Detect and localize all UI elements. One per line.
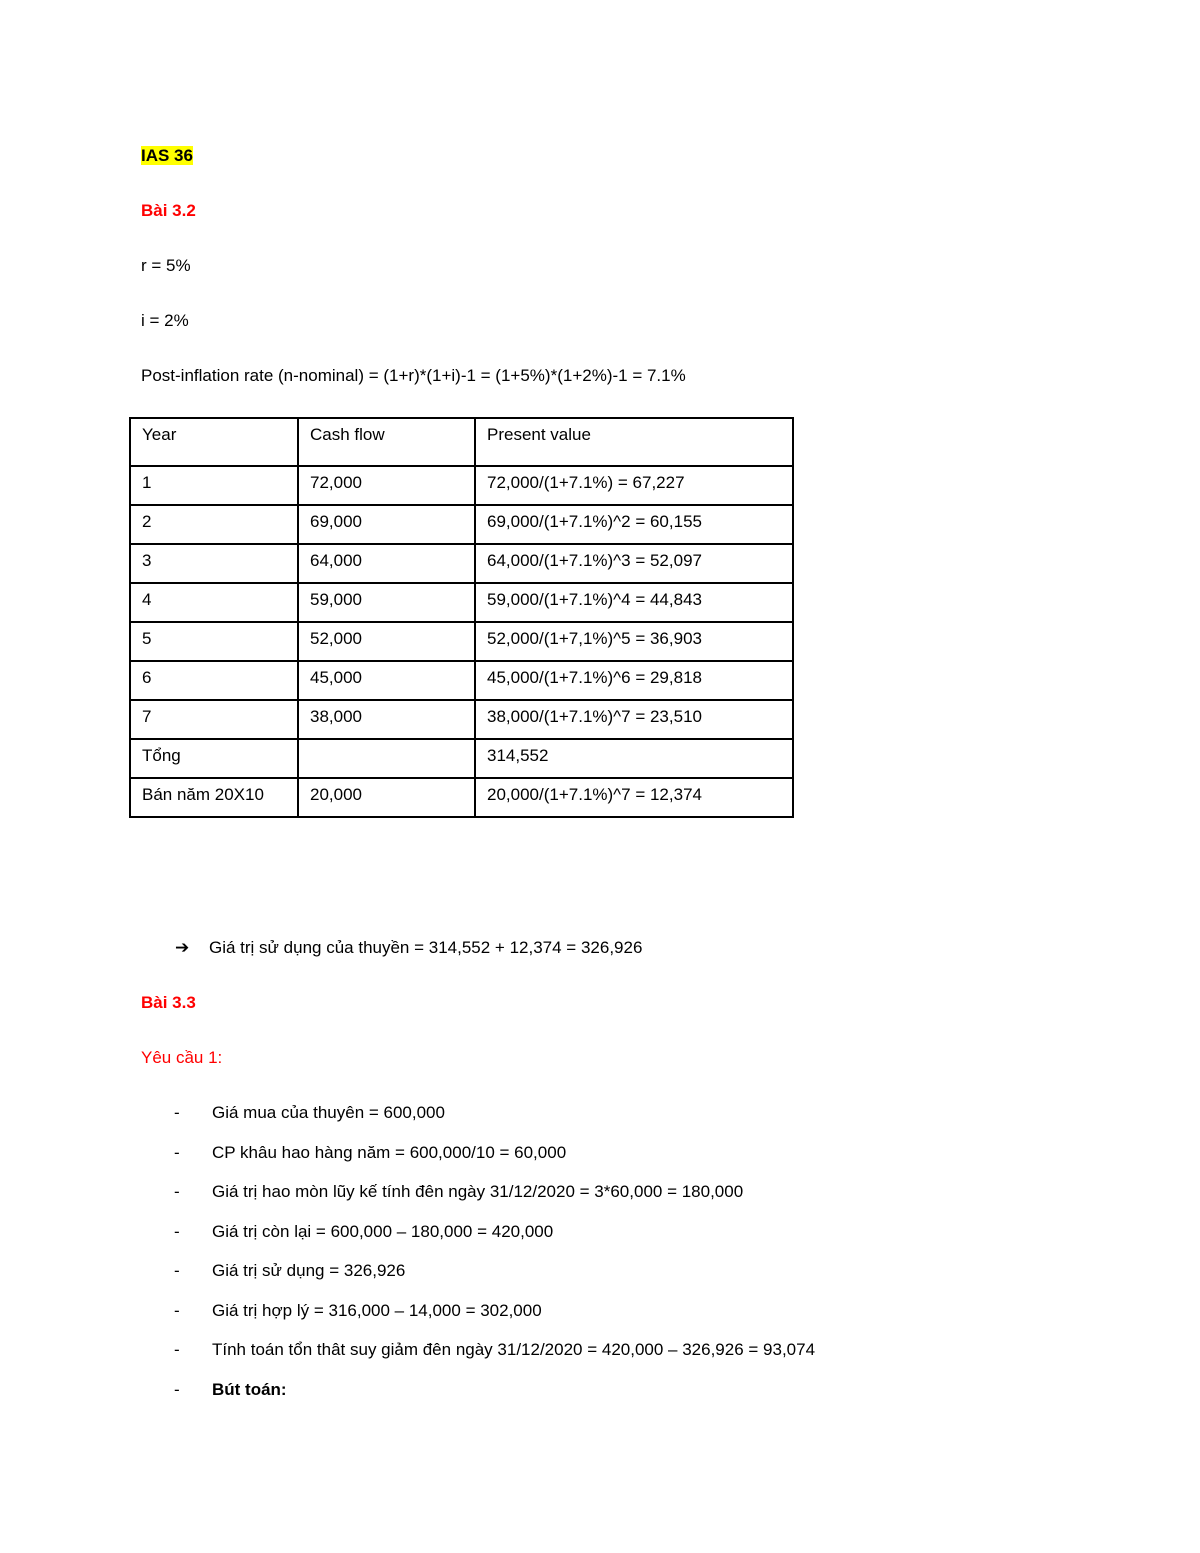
list-item-text: Giá mua của thuyên = 600,000 bbox=[212, 1103, 445, 1122]
list-item bbox=[174, 1221, 553, 1243]
list-item-text: Giá trị hợp lý = 316,000 – 14,000 = 302,000 bbox=[212, 1301, 542, 1320]
header-cash-flow: Cash flow bbox=[298, 418, 475, 466]
table-row bbox=[130, 544, 793, 583]
heading-highlight: IAS 36 bbox=[141, 146, 193, 165]
table-row bbox=[130, 622, 793, 661]
list-item bbox=[174, 1142, 566, 1164]
cell-year: 4 bbox=[130, 583, 298, 622]
table-row bbox=[130, 505, 793, 544]
cell-sale-cash-flow: 20,000 bbox=[298, 778, 475, 817]
list-item bbox=[174, 1300, 542, 1322]
dash-marker: - bbox=[174, 1222, 180, 1241]
list-item bbox=[174, 1260, 405, 1282]
list-item-text: CP khâu hao hàng năm = 600,000/10 = 60,000 bbox=[212, 1143, 567, 1162]
header-present-value: Present value bbox=[475, 418, 793, 466]
list-item-text: Giá trị hao mòn lũy kế tính đên ngày 31/12/2020 = 3*60,000 = 180,000 bbox=[212, 1182, 744, 1201]
conclusion-line bbox=[175, 937, 642, 959]
section-title-3-2: Bài 3.2 bbox=[141, 201, 196, 220]
cell-total-label: Tổng bbox=[130, 739, 298, 778]
dash-marker: - bbox=[174, 1143, 180, 1162]
dash-marker: - bbox=[174, 1261, 180, 1280]
list-item-text: Giá trị còn lại = 600,000 – 180,000 = 420,000 bbox=[212, 1222, 554, 1241]
table-row bbox=[130, 700, 793, 739]
list-item-text: Tính toán tổn thât suy giảm đên ngày 31/12/2020 = 420,000 – 326,926 = 93,074 bbox=[212, 1340, 816, 1359]
cell-cash-flow: 45,000 bbox=[298, 661, 475, 700]
r-value-line: r = 5% bbox=[141, 256, 191, 275]
table-row-total bbox=[130, 739, 793, 778]
cell-year: 6 bbox=[130, 661, 298, 700]
cell-cash-flow: 72,000 bbox=[298, 466, 475, 505]
table-row bbox=[130, 583, 793, 622]
arrow-icon: ➔ bbox=[175, 938, 190, 957]
cell-present-value: 64,000/(1+7.1%)^3 = 52,097 bbox=[475, 544, 793, 583]
table-row-sale bbox=[130, 778, 793, 817]
cell-present-value: 59,000/(1+7.1%)^4 = 44,843 bbox=[475, 583, 793, 622]
list-item bbox=[174, 1339, 815, 1361]
cell-cash-flow: 59,000 bbox=[298, 583, 475, 622]
table-row bbox=[130, 661, 793, 700]
cell-year: 7 bbox=[130, 700, 298, 739]
cell-total-empty bbox=[298, 739, 475, 778]
cell-cash-flow: 52,000 bbox=[298, 622, 475, 661]
list-item-text: Giá trị sử dụng = 326,926 bbox=[212, 1261, 406, 1280]
cell-cash-flow: 38,000 bbox=[298, 700, 475, 739]
list-item bbox=[174, 1181, 743, 1203]
list-item bbox=[174, 1379, 287, 1401]
list-item-text: Bút toán: bbox=[212, 1380, 287, 1399]
cell-year: 5 bbox=[130, 622, 298, 661]
cell-year: 1 bbox=[130, 466, 298, 505]
list-item bbox=[174, 1102, 445, 1124]
conclusion-text: Giá trị sử dụng của thuyền = 314,552 + 12,374 = 326,926 bbox=[209, 938, 643, 957]
table-row bbox=[130, 466, 793, 505]
requirement-label: Yêu cầu 1: bbox=[141, 1048, 223, 1067]
table-header-row bbox=[130, 418, 793, 466]
cell-present-value: 45,000/(1+7.1%)^6 = 29,818 bbox=[475, 661, 793, 700]
cell-present-value: 38,000/(1+7.1%)^7 = 23,510 bbox=[475, 700, 793, 739]
dash-marker: - bbox=[174, 1380, 180, 1399]
dash-marker: - bbox=[174, 1182, 180, 1201]
cell-total-value: 314,552 bbox=[475, 739, 793, 778]
section-title-3-3: Bài 3.3 bbox=[141, 993, 196, 1012]
cell-present-value: 69,000/(1+7.1%)^2 = 60,155 bbox=[475, 505, 793, 544]
cell-sale-label: Bán năm 20X10 bbox=[130, 778, 298, 817]
cell-year: 2 bbox=[130, 505, 298, 544]
dash-marker: - bbox=[174, 1301, 180, 1320]
document-heading bbox=[141, 145, 193, 167]
i-value-line: i = 2% bbox=[141, 311, 189, 330]
cell-present-value: 72,000/(1+7.1%) = 67,227 bbox=[475, 466, 793, 505]
dash-marker: - bbox=[174, 1103, 180, 1122]
cell-cash-flow: 69,000 bbox=[298, 505, 475, 544]
cell-sale-present-value: 20,000/(1+7.1%)^7 = 12,374 bbox=[475, 778, 793, 817]
dash-marker: - bbox=[174, 1340, 180, 1359]
present-value-table bbox=[129, 417, 794, 818]
post-inflation-rate-line: Post-inflation rate (n-nominal) = (1+r)*(1+i)-1 = (1+5%)*(1+2%)-1 = 7.1% bbox=[141, 366, 686, 385]
cell-cash-flow: 64,000 bbox=[298, 544, 475, 583]
cell-year: 3 bbox=[130, 544, 298, 583]
cell-present-value: 52,000/(1+7,1%)^5 = 36,903 bbox=[475, 622, 793, 661]
header-year: Year bbox=[130, 418, 298, 466]
